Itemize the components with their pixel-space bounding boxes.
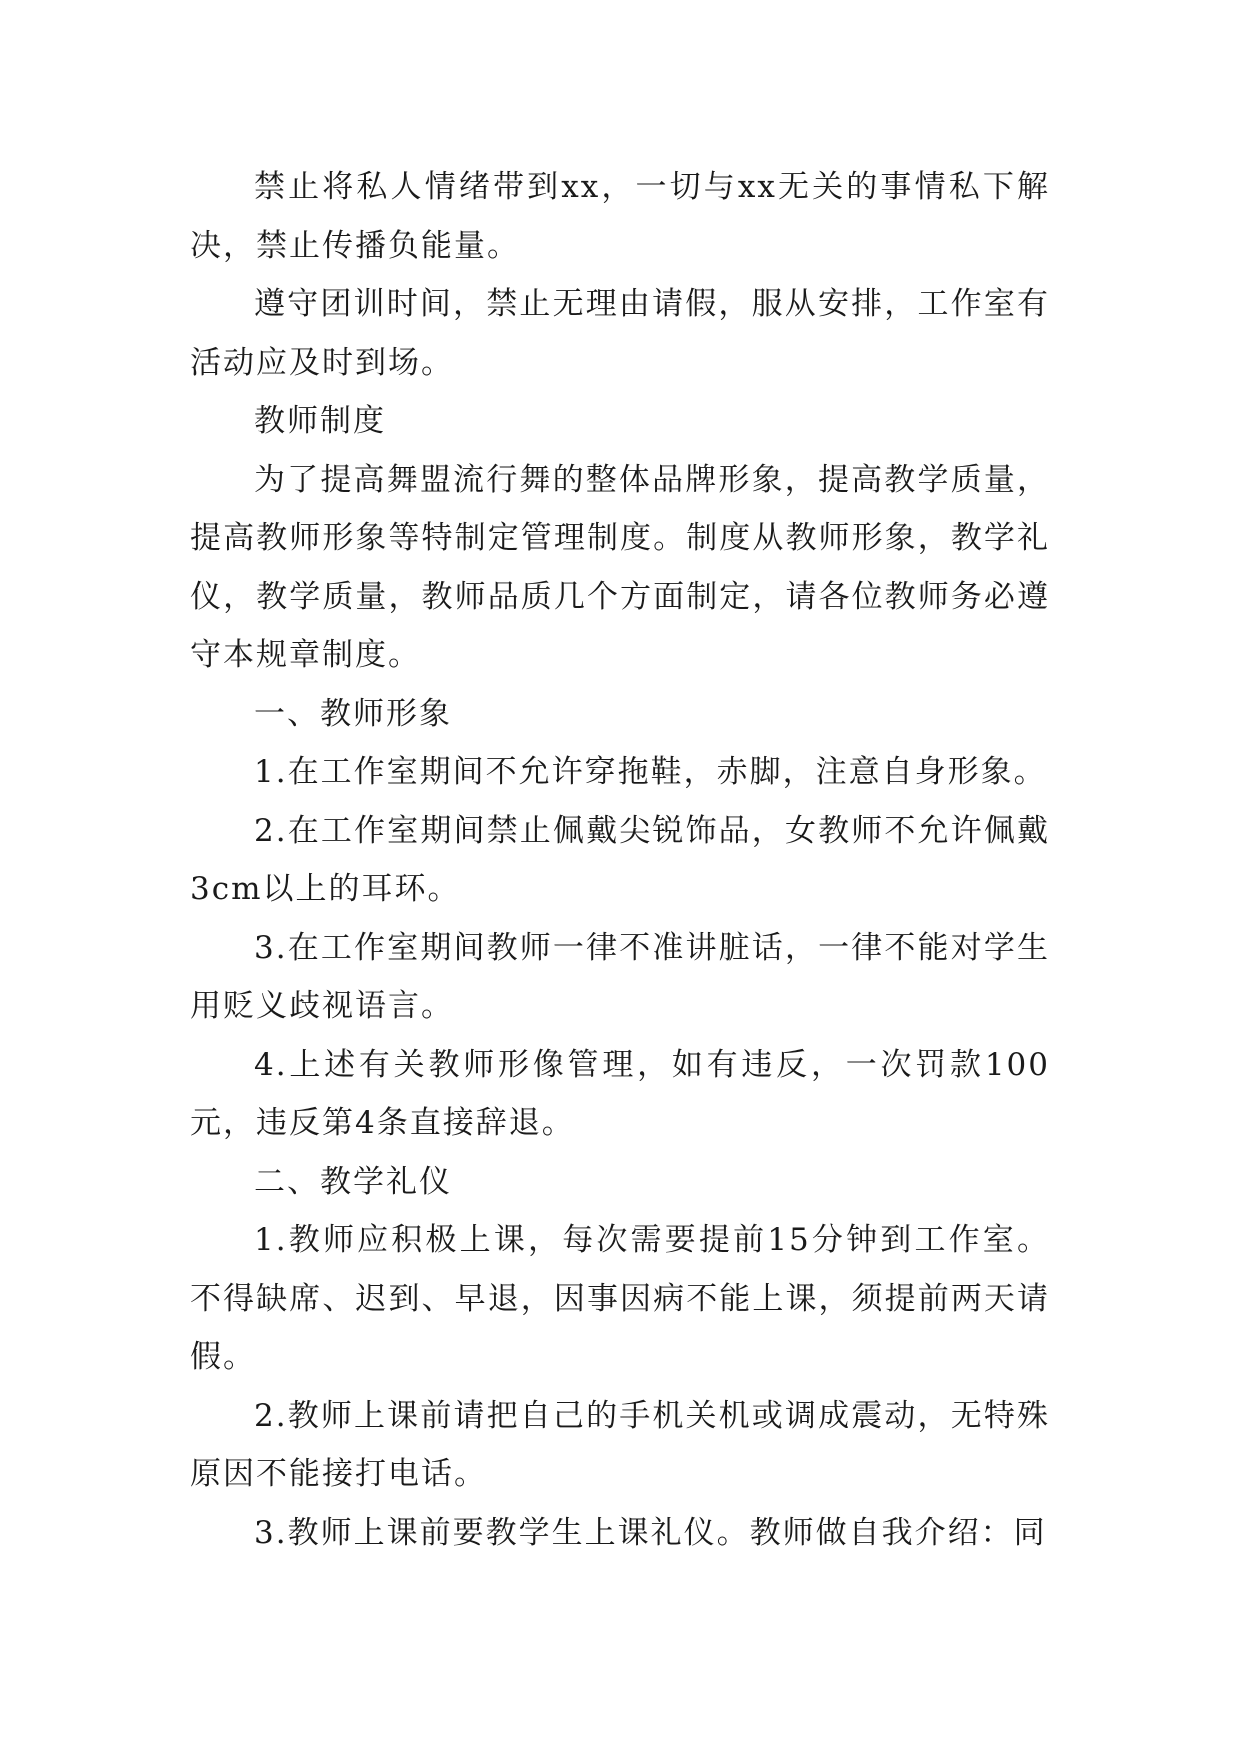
section-heading-teacher-rules: 教师制度 (254, 403, 386, 439)
list-item-image-4: 4.上述有关教师形像管理，如有违反，一次罚款100元，违反第4条直接辞退。 (190, 1046, 1050, 1141)
subsection-heading-teacher-image: 一、教师形象 (254, 695, 452, 732)
document-body (190, 158, 1050, 1562)
paragraph-rules-intro: 为了提高舞盟流行舞的整体品牌形象，提高教学质量，提高教师形象等特制定管理制度。制度从教师形象，教学礼仪，教学质量，教师品质几个方面制定，请各位教师务必遵守本规章制度。 (190, 461, 1050, 673)
list-item-etiquette-2: 2.教师上课前请把自己的手机关机或调成震动，无特殊原因不能接打电话。 (190, 1397, 1050, 1492)
list-item-image-1: 1.在工作室期间不允许穿拖鞋，赤脚，注意自身形象。 (254, 754, 1047, 790)
paragraph-training-time: 遵守团训时间，禁止无理由请假，服从安排，工作室有活动应及时到场。 (190, 286, 1050, 381)
list-item-image-2: 2.在工作室期间禁止佩戴尖锐饰品，女教师不允许佩戴3cm以上的耳环。 (190, 812, 1050, 907)
list-item-etiquette-1: 1.教师应积极上课，每次需要提前15分钟到工作室。不得缺席、迟到、早退，因事因病不能上课，须提前两天请假。 (190, 1222, 1050, 1375)
paragraph-no-personal-emotions: 禁止将私人情绪带到xx，一切与xx无关的事情私下解决，禁止传播负能量。 (190, 169, 1050, 264)
list-item-etiquette-3: 3.教师上课前要教学生上课礼仪。教师做自我介绍：同 (254, 1514, 1047, 1551)
list-item-image-3: 3.在工作室期间教师一律不准讲脏话，一律不能对学生用贬义歧视语言。 (190, 929, 1050, 1024)
subsection-heading-teaching-etiquette: 二、教学礼仪 (254, 1163, 452, 1200)
